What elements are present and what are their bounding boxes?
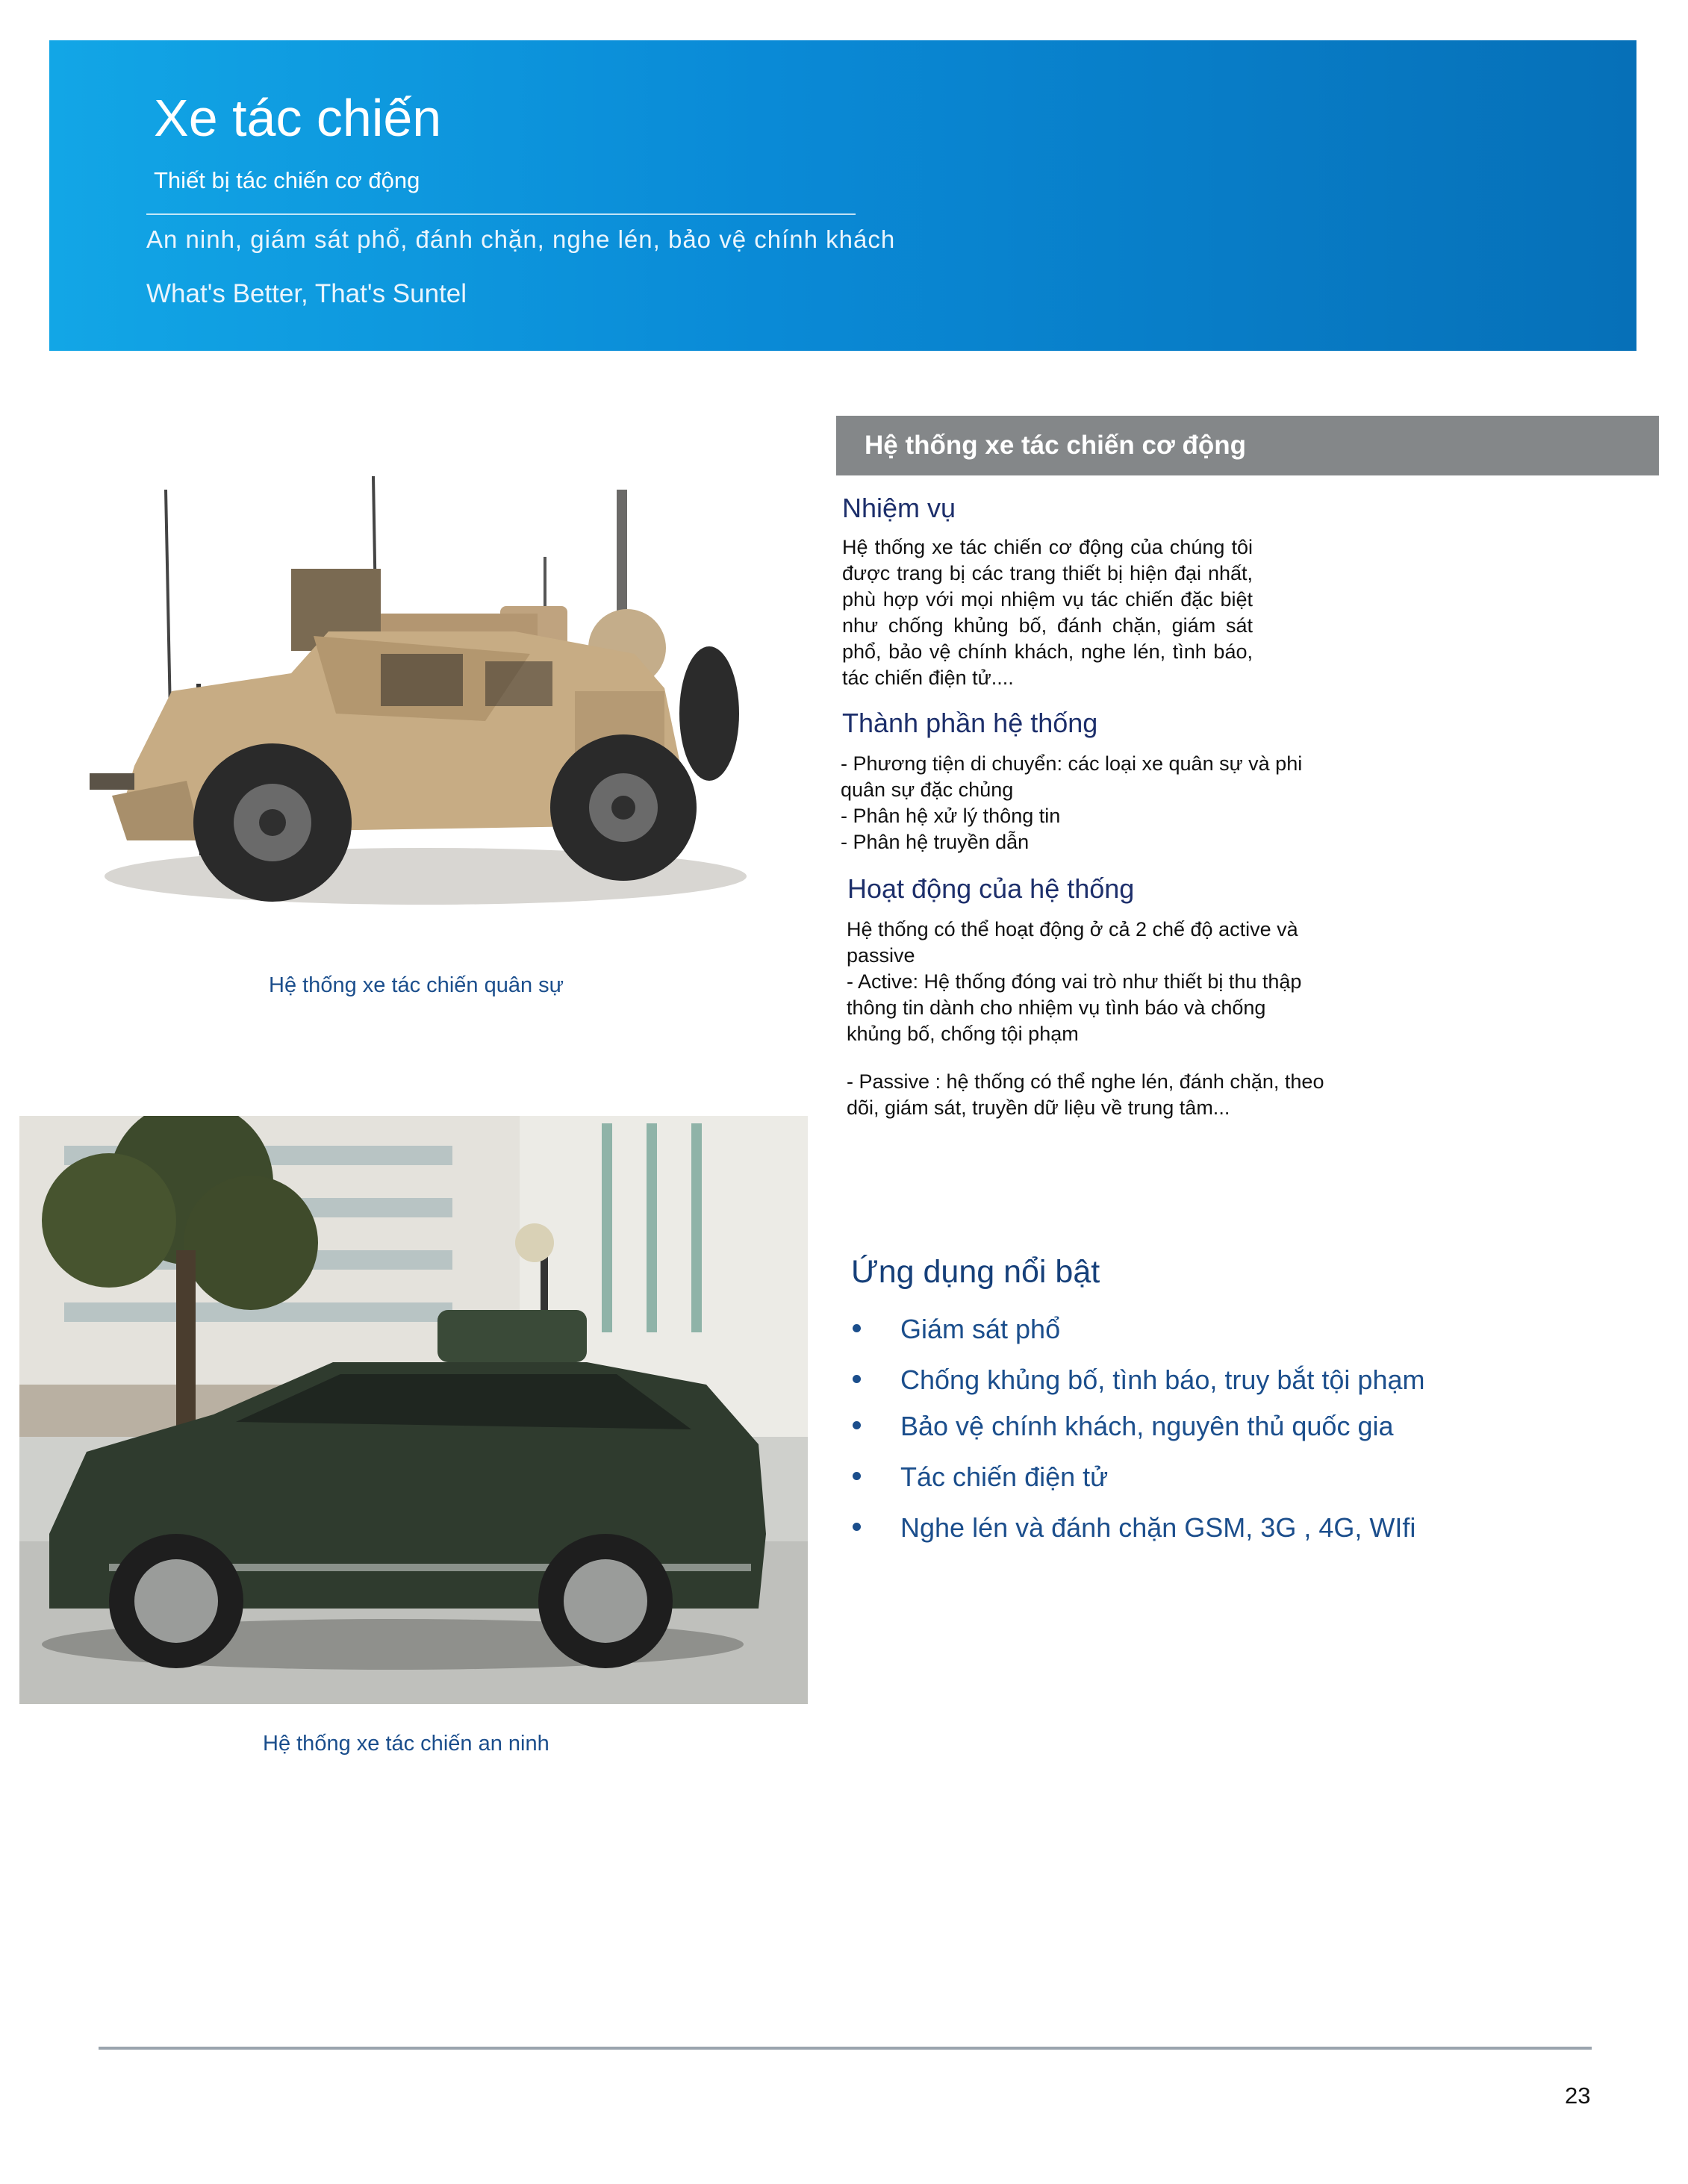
header-divider	[146, 213, 856, 215]
bullet-icon	[853, 1375, 861, 1383]
mission-text: Hệ thống xe tác chiến cơ động của chúng tôi được trang bị các trang thiết bị hiện đại nhất, phù hợp với mọi nhiệm vụ tác chiến đặc biệt như chống khủng bố, đánh chặn, giám sát phổ, bảo vệ chính khách, nghe lén, tình báo, tác chiến điện tử....	[842, 536, 1253, 689]
operations-passive-text: - Passive : hệ thống có thể nghe lén, đánh chặn, theo dõi, giám sát, truyền dữ liệu về trung tâm...	[847, 1070, 1324, 1119]
bullet-icon	[853, 1472, 861, 1480]
military-vehicle-image	[67, 467, 769, 930]
mission-heading: Nhiệm vụ	[842, 493, 956, 523]
application-label: Nghe lén và đánh chặn GSM, 3G , 4G, WIfi	[900, 1512, 1416, 1543]
bullet-icon	[853, 1421, 861, 1429]
application-label: Chống khủng bố, tình báo, truy bắt tội phạm	[900, 1364, 1425, 1395]
page-number: 23	[1565, 2082, 1591, 2109]
military-image-caption: Hệ thống xe tác chiến quân sự	[269, 973, 564, 997]
operations-line: Hệ thống có thể hoạt động ở cả 2 chế độ active và passive	[847, 918, 1298, 967]
header-slogan: What's Better, That's Suntel	[146, 279, 467, 308]
security-image-caption: Hệ thống xe tác chiến an ninh	[263, 1732, 549, 1756]
footer-divider	[99, 2047, 1592, 2050]
bullet-icon	[853, 1324, 861, 1332]
header-tagline: An ninh, giám sát phổ, đánh chặn, nghe lén, bảo vệ chính khách	[146, 225, 896, 253]
components-line: - Phân hệ xử lý thông tin	[841, 805, 1061, 827]
components-line: - Phân hệ truyền dẫn	[841, 831, 1030, 853]
components-line: - Phương tiện di chuyển: các loại xe quân sự và phi quân sự đặc chủng	[841, 752, 1303, 801]
operations-heading: Hoạt động của hệ thống	[847, 873, 1135, 904]
application-label: Bảo vệ chính khách, nguyên thủ quốc gia	[900, 1411, 1394, 1441]
section-header-bar: Hệ thống xe tác chiến cơ động	[836, 416, 1659, 475]
bullet-icon	[853, 1523, 861, 1531]
page-subtitle: Thiết bị tác chiến cơ động	[154, 167, 420, 193]
page-title: Xe tác chiến	[154, 89, 442, 147]
components-heading: Thành phần hệ thống	[842, 708, 1098, 738]
operations-text	[847, 917, 1324, 1047]
application-label: Tác chiến điện tử	[900, 1461, 1109, 1492]
applications-heading: Ứng dụng nổi bật	[851, 1254, 1100, 1290]
application-label: Giám sát phổ	[900, 1314, 1061, 1344]
security-vehicle-image	[19, 1116, 808, 1704]
operations-line: - Active: Hệ thống đóng vai trò như thiết bị thu thập thông tin dành cho nhiệm vụ tình báo và chống khủng bố, chống tội phạm	[847, 970, 1302, 1045]
components-list	[841, 751, 1304, 855]
